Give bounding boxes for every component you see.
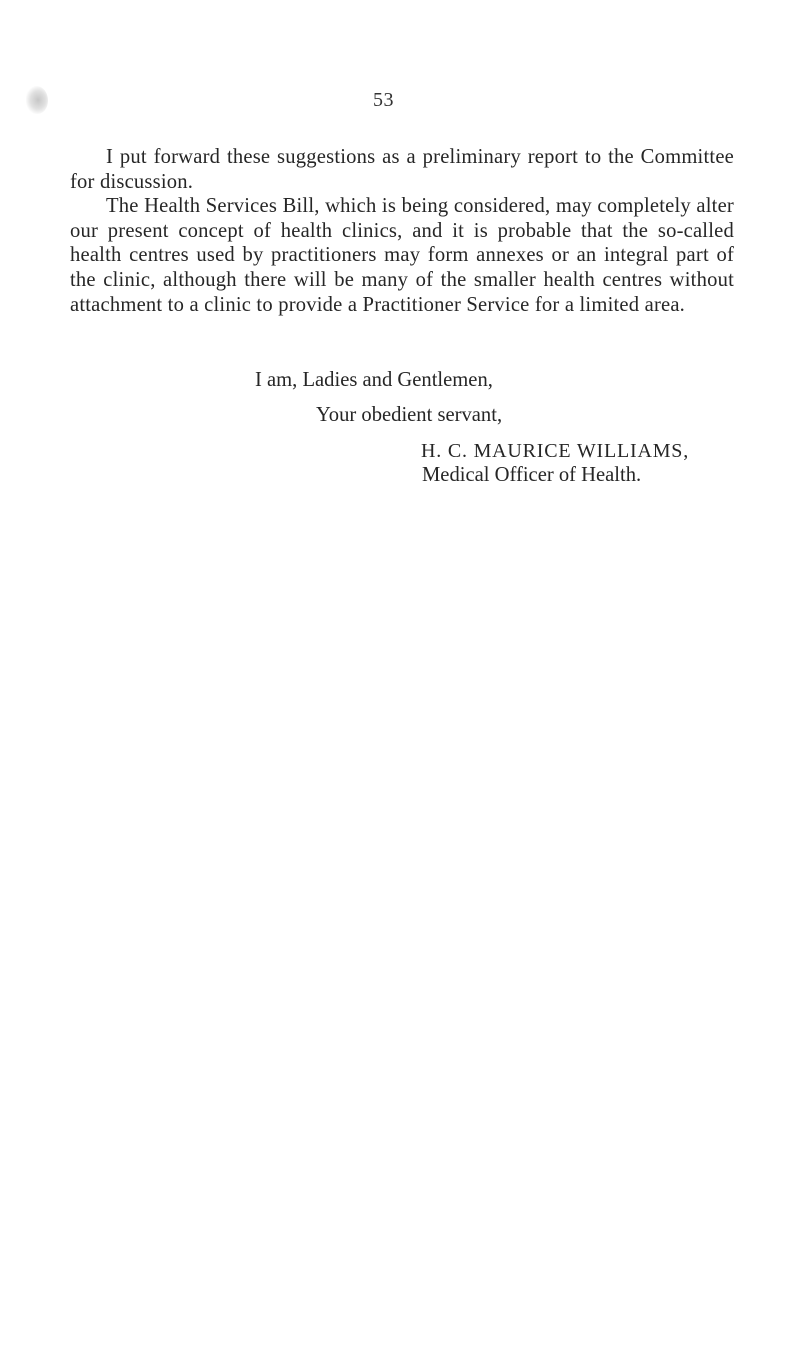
page-number: 53 [373,89,394,111]
signature-title: Medical Officer of Health. [422,464,642,486]
closing-salutation: I am, Ladies and Gentlemen, [255,369,493,391]
closing-valediction: Your obedient servant, [316,404,503,426]
body-text [70,145,734,317]
signature-name: H. C. MAURICE WILLIAMS, [421,440,690,462]
paper-blemish [26,86,48,114]
paragraph-suggestions: I put forward these suggestions as a preliminary report to the Committee for discussion. [70,146,734,193]
paragraph-health-services-bill: The Health Services Bill, which is being considered, may completely alter our present concept of health clinics, and it is probable that the so-called health centres used by practitioners may form annexes or an integral part of the clinic, although there will be many of the smaller health centres without attachment to a clinic to provide a Practitioner Service for a limited area. [70,195,734,316]
